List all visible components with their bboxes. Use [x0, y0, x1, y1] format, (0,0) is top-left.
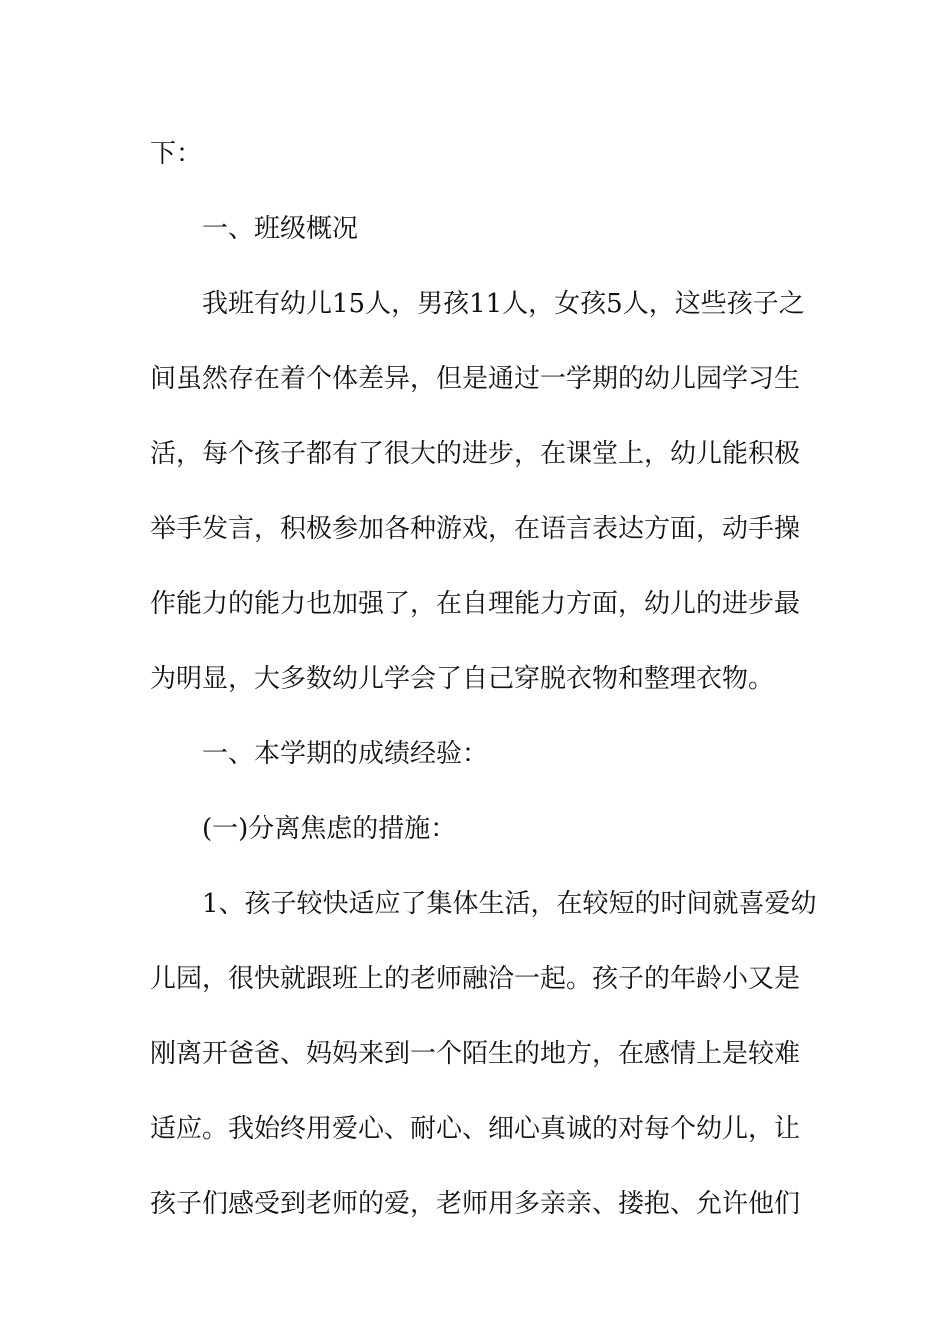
subsection-heading-separation-anxiety: (一)分离焦虑的措施：: [202, 814, 457, 844]
text-line-continuation: 下：: [150, 139, 203, 169]
paragraph-line: 为明显，大多数幼儿学会了自己穿脱衣物和整理衣物。: [150, 664, 775, 694]
paragraph-line: 1、孩子较快适应了集体生活，在较短的时间就喜爱幼: [202, 889, 817, 919]
paragraph-line: 适应。我始终用爱心、耐心、细心真诚的对每个幼儿，让: [150, 1114, 801, 1144]
paragraph-line: 儿园，很快就跟班上的老师融洽一起。孩子的年龄小又是: [150, 964, 801, 994]
paragraph-line: 作能力的能力也加强了，在自理能力方面，幼儿的进步最: [150, 589, 801, 619]
section-heading-achievements: 一、本学期的成绩经验：: [202, 739, 489, 769]
paragraph-line: 孩子们感受到老师的爱，老师用多亲亲、搂抱、允许他们: [150, 1189, 801, 1219]
paragraph-line: 刚离开爸爸、妈妈来到一个陌生的地方，在感情上是较难: [150, 1039, 801, 1069]
paragraph-line: 活，每个孩子都有了很大的进步，在课堂上，幼儿能积极: [150, 439, 801, 469]
paragraph-line: 间虽然存在着个体差异，但是通过一学期的幼儿园学习生: [150, 364, 801, 394]
paragraph-line: 举手发言，积极参加各种游戏，在语言表达方面，动手操: [150, 514, 801, 544]
section-heading-class-overview: 一、班级概况: [202, 214, 359, 244]
paragraph-line: 我班有幼儿15人，男孩11人，女孩5人，这些孩子之: [202, 289, 805, 319]
